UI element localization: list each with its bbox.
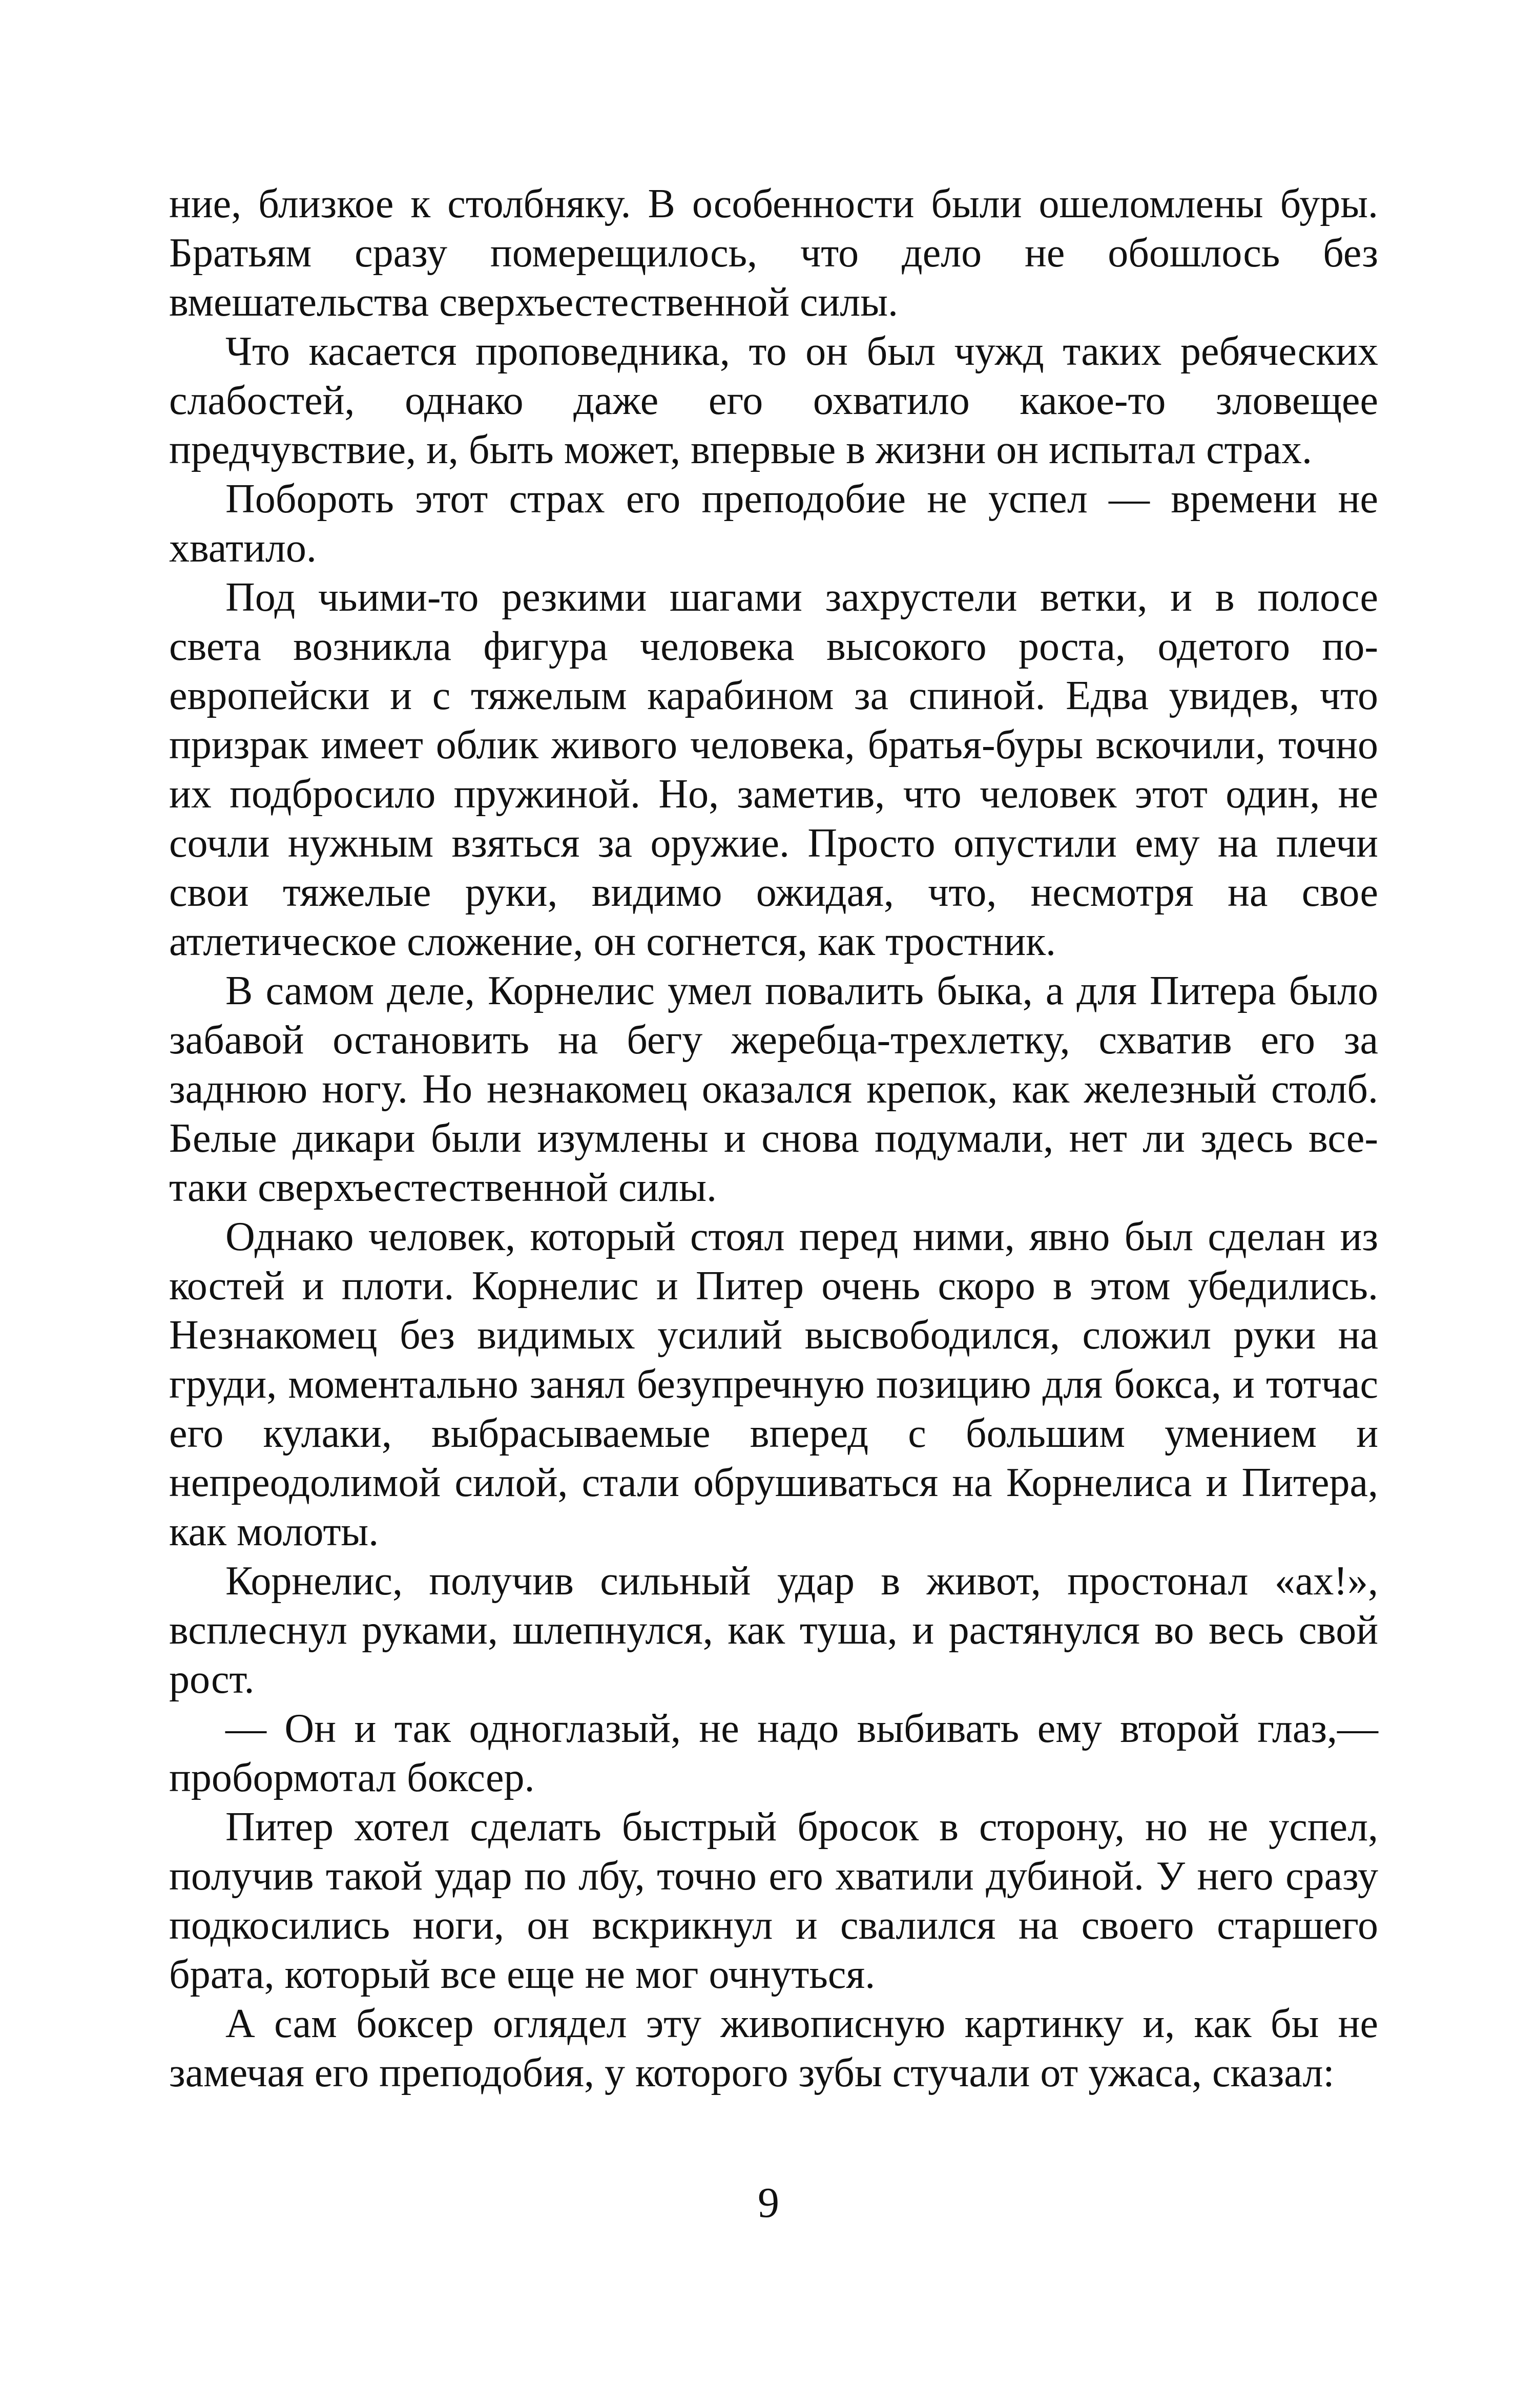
paragraph-10: А сам боксер оглядел эту живописную картинку и, как бы не замечая его преподобия, у которого зубы стучали от ужаса, сказал:	[169, 2001, 1378, 2095]
paragraph-2: Что касается проповедника, то он был чужд таких ребяческих слабостей, однако даже его охватило какое-то зловещее предчувствие, и, быть может, впервые в жизни он испытал страх.	[169, 329, 1378, 472]
paragraph-3: Побороть этот страх его преподобие не успел — времени не хватило.	[169, 476, 1378, 571]
paragraph-5: В самом деле, Корнелис умел повалить быка, а для Питера было забавой остановить на бегу жеребца-трехлетку, схватив его за заднюю ногу. Но незнакомец оказался крепок, как железный столб. Белые дикари были изумлены и снова подумали, нет ли здесь все-таки сверхъестественной силы.	[169, 968, 1378, 1210]
paragraph-6: Однако человек, который стоял перед ними, явно был сделан из костей и плоти. Корнелис и Питер очень скоро в этом убедились. Незнакомец без видимых усилий высвободился, сложил руки на груди, моментально занял безупречную позицию для бокса, и тотчас его кулаки, выбрасываемые вперед с большим умением и непреодолимой силой, стали обрушиваться на Корнелиса и Питера, как молоты.	[169, 1214, 1378, 1554]
paragraph-8: — Он и так одноглазый, не надо выбивать ему второй глаз,— пробормотал боксер.	[169, 1706, 1378, 1800]
paragraph-1: ние, близкое к столбняку. В особенности были ошеломлены буры. Братьям сразу померещилось, что дело не обошлось без вмешательства сверхъестественной силы.	[169, 181, 1378, 325]
paragraph-4: Под чьими-то резкими шагами захрустели ветки, и в полосе света возникла фигура человека высокого роста, одетого по-европейски и с тяжелым карабином за спиной. Едва увидев, что призрак имеет облик живого человека, братья-буры вскочили, точно их подбросило пружиной. Но, заметив, что человек этот один, не сочли нужным взяться за оружие. Просто опустили ему на плечи свои тяжелые руки, видимо ожидая, что, несмотря на свое атлетическое сложение, он согнется, как тростник.	[169, 575, 1378, 964]
paragraph-9: Питер хотел сделать быстрый бросок в сторону, но не успел, получив такой удар по лбу, точно его хватили дубиной. У него сразу подкосились ноги, он вскрикнул и свалился на своего старшего брата, который все еще не мог очнуться.	[169, 1804, 1378, 1997]
paragraph-7: Корнелис, получив сильный удар в живот, простонал «ах!», всплеснул руками, шлепнулся, как туша, и растянулся во весь свой рост.	[169, 1559, 1378, 1702]
page-number: 9	[758, 2179, 779, 2227]
body-text	[169, 179, 1378, 2098]
